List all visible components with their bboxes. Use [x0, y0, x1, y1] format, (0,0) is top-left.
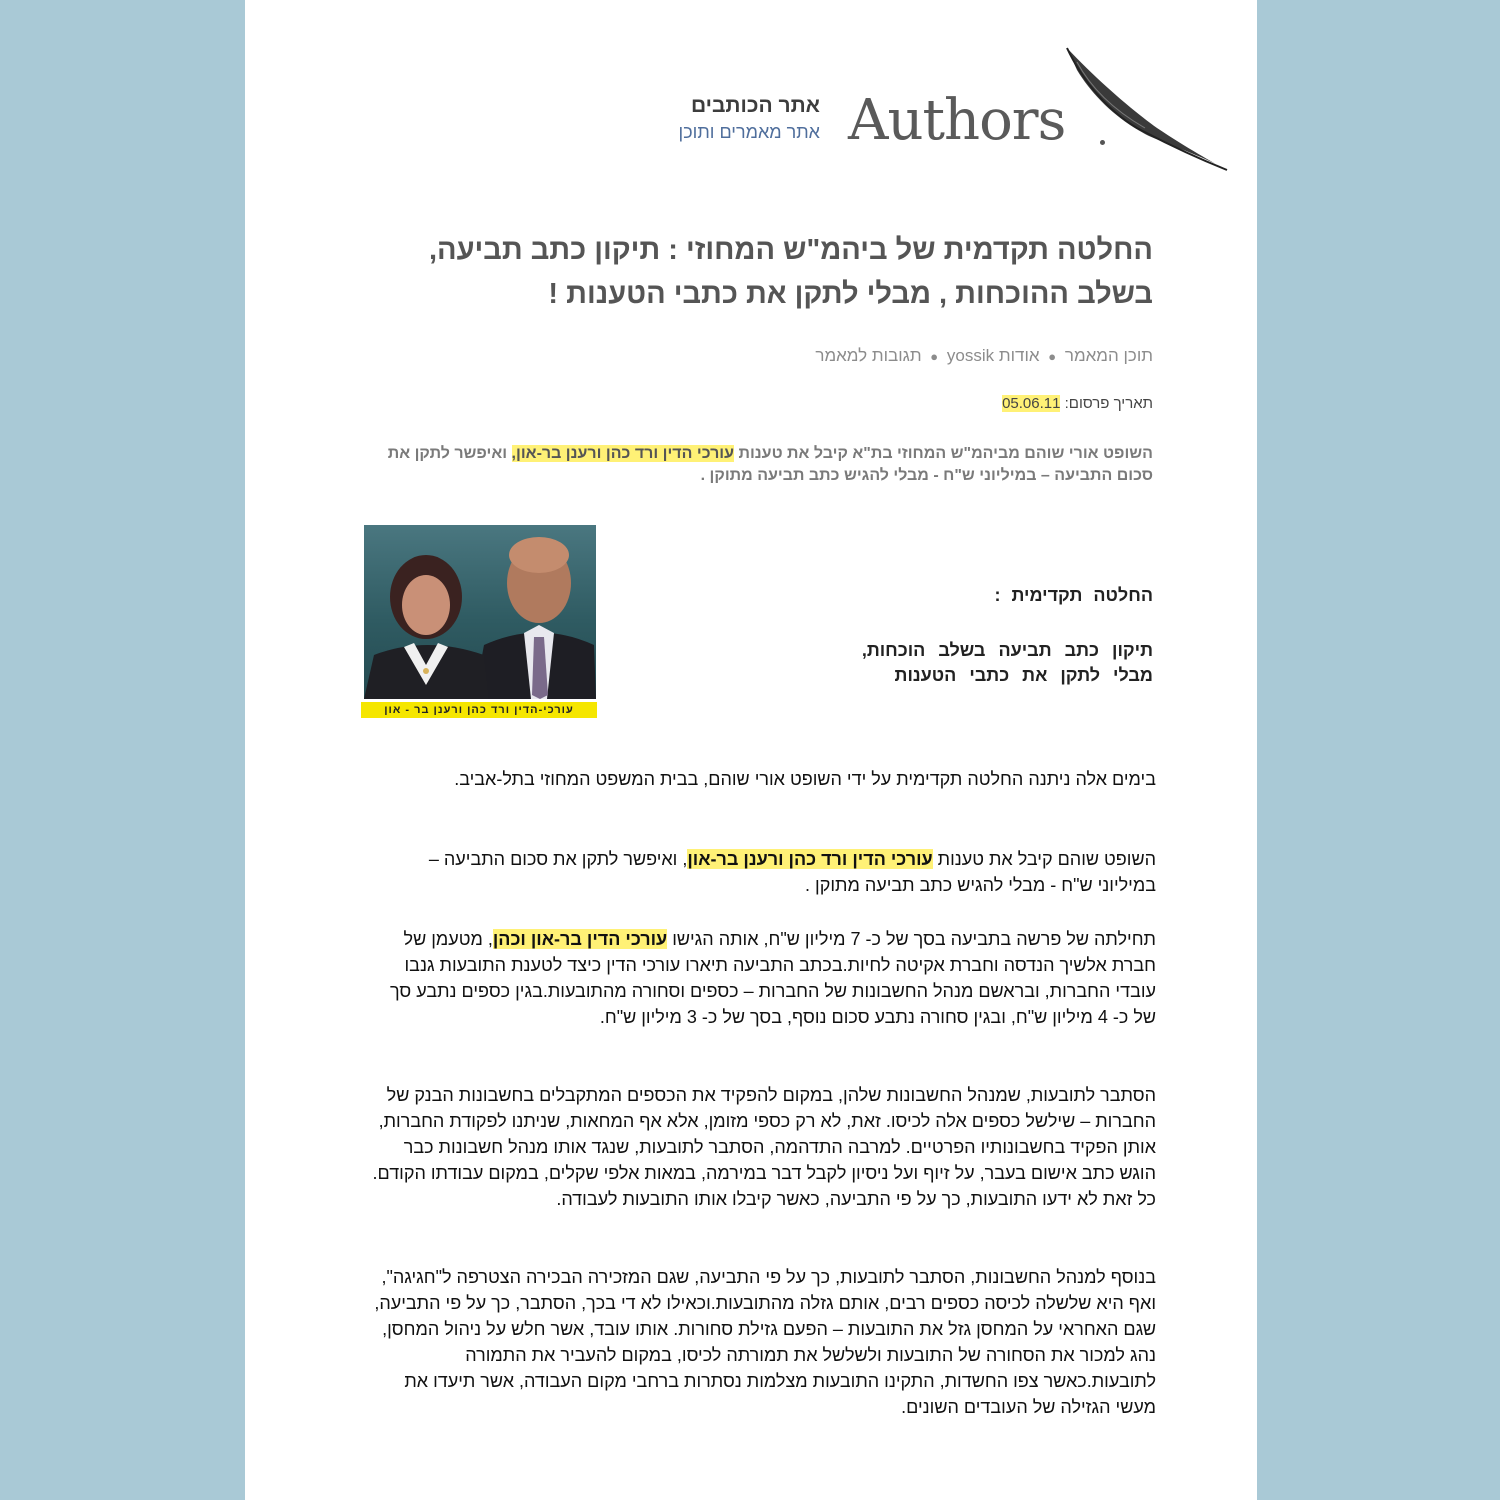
paragraph-1: בימים אלה ניתנה החלטה תקדימית על ידי השופט אורי שוהם, בבית המשפט המחוזי בתל-אביב.	[454, 769, 1156, 789]
paragraph-text: השופט שוהם קיבל את טענות	[932, 849, 1156, 869]
date-value: 05.06.11	[1002, 395, 1061, 412]
ruling-label: החלטה תקדימית :	[994, 585, 1153, 605]
paragraph-5: בנוסף למנהל החשבונות, הסתבר לתובעות, כך על פי התביעה, שגם המזכירה הבכירה הצטרפה ל"חגיגה", ואף היא שלשלה לכיסה כספים רבים, אותם גזלה מהתובעות.וכאילו לא די בכך, הסתבר, כך על פי התביעה, שגם האחראי על המחסן גזל את התובעות – הפעם גזילת סחורות. אותו עובד, אשר חלש על ניהול המחסן, נהג למכור את הסחורה של התובעות ולשלשל את תמורתה לכיסו, במקום להעביר את התמורה לתובעות.כאשר צפו החשדות, התקינו התובעות מצלמות נסתרות ברחבי מקום העבודה, אשר תיעדו את מעשי הגזילה של העובדים השונים.	[374, 1267, 1156, 1417]
paragraph-text: , מטעמן של חברת אלשיך הנדסה וחברת אקיטה לחיות.בכתב התביעה תיארו עורכי הדין כיצד לטענת התובעות גנבו עובדי החברות, ובראשם מנהל החשבונות של החברות – כספים וסחורה מהתובעות.בגין כספים נתבע סך של כ- 4 מיליון ש"ח, ובגין סחורה נתבע סכום נוסף, בסך של כ- 3 מיליון ש"ח.	[389, 929, 1156, 1027]
bullet-icon: ●	[1048, 349, 1057, 364]
site-name[interactable]: אתר הכותבים	[690, 94, 820, 117]
content-link[interactable]: תוכן המאמר	[1064, 346, 1153, 365]
summary-highlight: עורכי הדין ורד כהן ורענן בר-און,	[511, 445, 735, 462]
publish-date	[1002, 395, 1153, 412]
ruling-line-1: תיקון כתב תביעה בשלב הוכחות,	[861, 640, 1153, 660]
author-link[interactable]: yossik	[946, 346, 995, 365]
summary-text: השופט אורי שוהם מביהמ"ש המחוזי בת"א קיבל את טענות	[734, 445, 1153, 462]
bullet-icon: ●	[930, 349, 939, 364]
paragraph-text: , ואיפשר לתקן את סכום התביעה – במיליוני ש"ח - מבלי להגיש כתב תביעה מתוקן .	[428, 849, 1156, 895]
article-title: החלטה תקדמית של ביהמ"ש המחוזי : תיקון כתב תביעה, בשלב ההוכחות , מבלי לתקן את כתבי הטענות !	[428, 234, 1153, 310]
responses-link[interactable]: תגובות למאמר	[815, 346, 922, 365]
summary-text-end: ואיפשר לתקן את סכום התביעה – במיליוני ש"ח - מבלי להגיש כתב תביעה מתוקן .	[387, 445, 1153, 484]
article-summary	[353, 443, 1153, 487]
paragraph-4: הסתבר לתובעות, שמנהל החשבונות שלהן, במקום להפקיד את הכספים המתקבלים בחשבונות הבנק של החברות – שילשל כספים אלה לכיסו. זאת, לא רק כספי מזומן, אלא אף המחאות, שניתנו לפקודת החברות, אותן הפקיד בחשבונותיו הפרטיים. למרבה התדהמה, הסתבר לתובעות, שנגד אותו מנהל חשבונות כבר הוגש כתב אישום בעבר, על זיוף ועל ניסיון לקבל דבר במירמה, במאות אלפי שקלים, במקום עבודתו הקודם. כל זאת לא ידעו התובעות, כך על פי התביעה, כאשר קיבלו אותו התובעות לעבודה.	[372, 1085, 1156, 1209]
paragraph-text: תחילתה של פרשה בתביעה בסך של כ- 7 מיליון ש"ח, אותה הגישו	[667, 929, 1156, 949]
photo-caption: עורכי-הדין ורד כהן ורענן בר - און	[361, 702, 597, 718]
document-page	[245, 0, 1257, 1500]
paragraph-2	[371, 846, 1156, 898]
date-label: תאריך פרסום:	[1064, 395, 1153, 412]
ruling-subtitle	[862, 638, 1153, 688]
paragraph-highlight: עורכי הדין בר-און וכהן	[492, 929, 668, 949]
paragraph-highlight: עורכי הדין ורד כהן ורענן בר-און	[687, 849, 933, 869]
lawyers-photo	[364, 525, 596, 699]
site-tagline: אתר מאמרים ותוכן	[678, 122, 820, 142]
logo-text[interactable]: Authors	[848, 88, 1066, 153]
ruling-line-2: מבלי לתקן את כתבי הטענות	[894, 665, 1153, 685]
paragraph-3	[371, 926, 1156, 1030]
article-meta	[815, 346, 1153, 366]
quill-icon	[1037, 40, 1237, 180]
about-prefix: אודות	[998, 346, 1040, 365]
